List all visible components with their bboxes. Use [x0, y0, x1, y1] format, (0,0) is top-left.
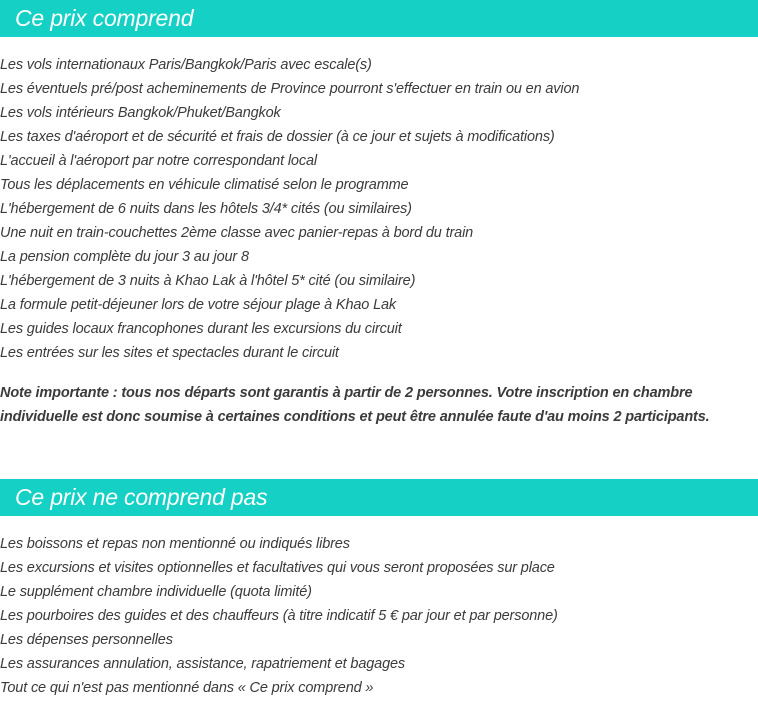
- list-item: Les taxes d'aéroport et de sécurité et frais de dossier (à ce jour et sujets à modifications): [0, 129, 555, 145]
- list-item: Tout ce qui n'est pas mentionné dans « Ce prix comprend »: [0, 680, 374, 696]
- list-item: Une nuit en train-couchettes 2ème classe avec panier-repas à bord du train: [0, 225, 474, 241]
- excludes-list: [0, 532, 758, 700]
- list-item: Le supplément chambre individuelle (quota limité): [0, 584, 312, 600]
- list-item: Les assurances annulation, assistance, rapatriement et bagages: [0, 656, 406, 672]
- list-item: Les dépenses personnelles: [0, 632, 173, 648]
- list-item: L'accueil à l'aéroport par notre correspondant local: [0, 153, 317, 169]
- list-item: La formule petit-déjeuner lors de votre séjour plage à Khao Lak: [0, 297, 396, 313]
- list-item: Les pourboires des guides et des chauffeurs (à titre indicatif 5 € par jour et par personne): [0, 608, 558, 624]
- section-title-includes: Ce prix comprend: [0, 0, 758, 37]
- list-item: La pension complète du jour 3 au jour 8: [0, 249, 249, 265]
- list-item: L'hébergement de 3 nuits à Khao Lak à l'hôtel 5* cité (ou similaire): [0, 273, 416, 289]
- list-item: Tous les déplacements en véhicule climatisé selon le programme: [0, 177, 409, 193]
- list-item: Les entrées sur les sites et spectacles durant le circuit: [0, 345, 339, 361]
- list-item: Les vols internationaux Paris/Bangkok/Paris avec escale(s): [0, 57, 372, 73]
- important-note: Note importante : tous nos départs sont garantis à partir de 2 personnes. Votre inscription en chambre individuelle est donc soumise à certaines conditions et peut être annulée faute d'au moins 2 participants.: [0, 385, 710, 425]
- list-item: Les vols intérieurs Bangkok/Phuket/Bangkok: [0, 105, 281, 121]
- includes-list: [0, 53, 758, 365]
- list-item: Les boissons et repas non mentionné ou indiqués libres: [0, 536, 350, 552]
- list-item: Les guides locaux francophones durant les excursions du circuit: [0, 321, 402, 337]
- list-item: Les excursions et visites optionnelles et facultatives qui vous seront proposées sur place: [0, 560, 555, 576]
- section-title-excludes: Ce prix ne comprend pas: [0, 479, 758, 516]
- list-item: Les éventuels pré/post acheminements de Province pourront s'effectuer en train ou en avion: [0, 81, 580, 97]
- list-item: L'hébergement de 6 nuits dans les hôtels 3/4* cités (ou similaires): [0, 201, 412, 217]
